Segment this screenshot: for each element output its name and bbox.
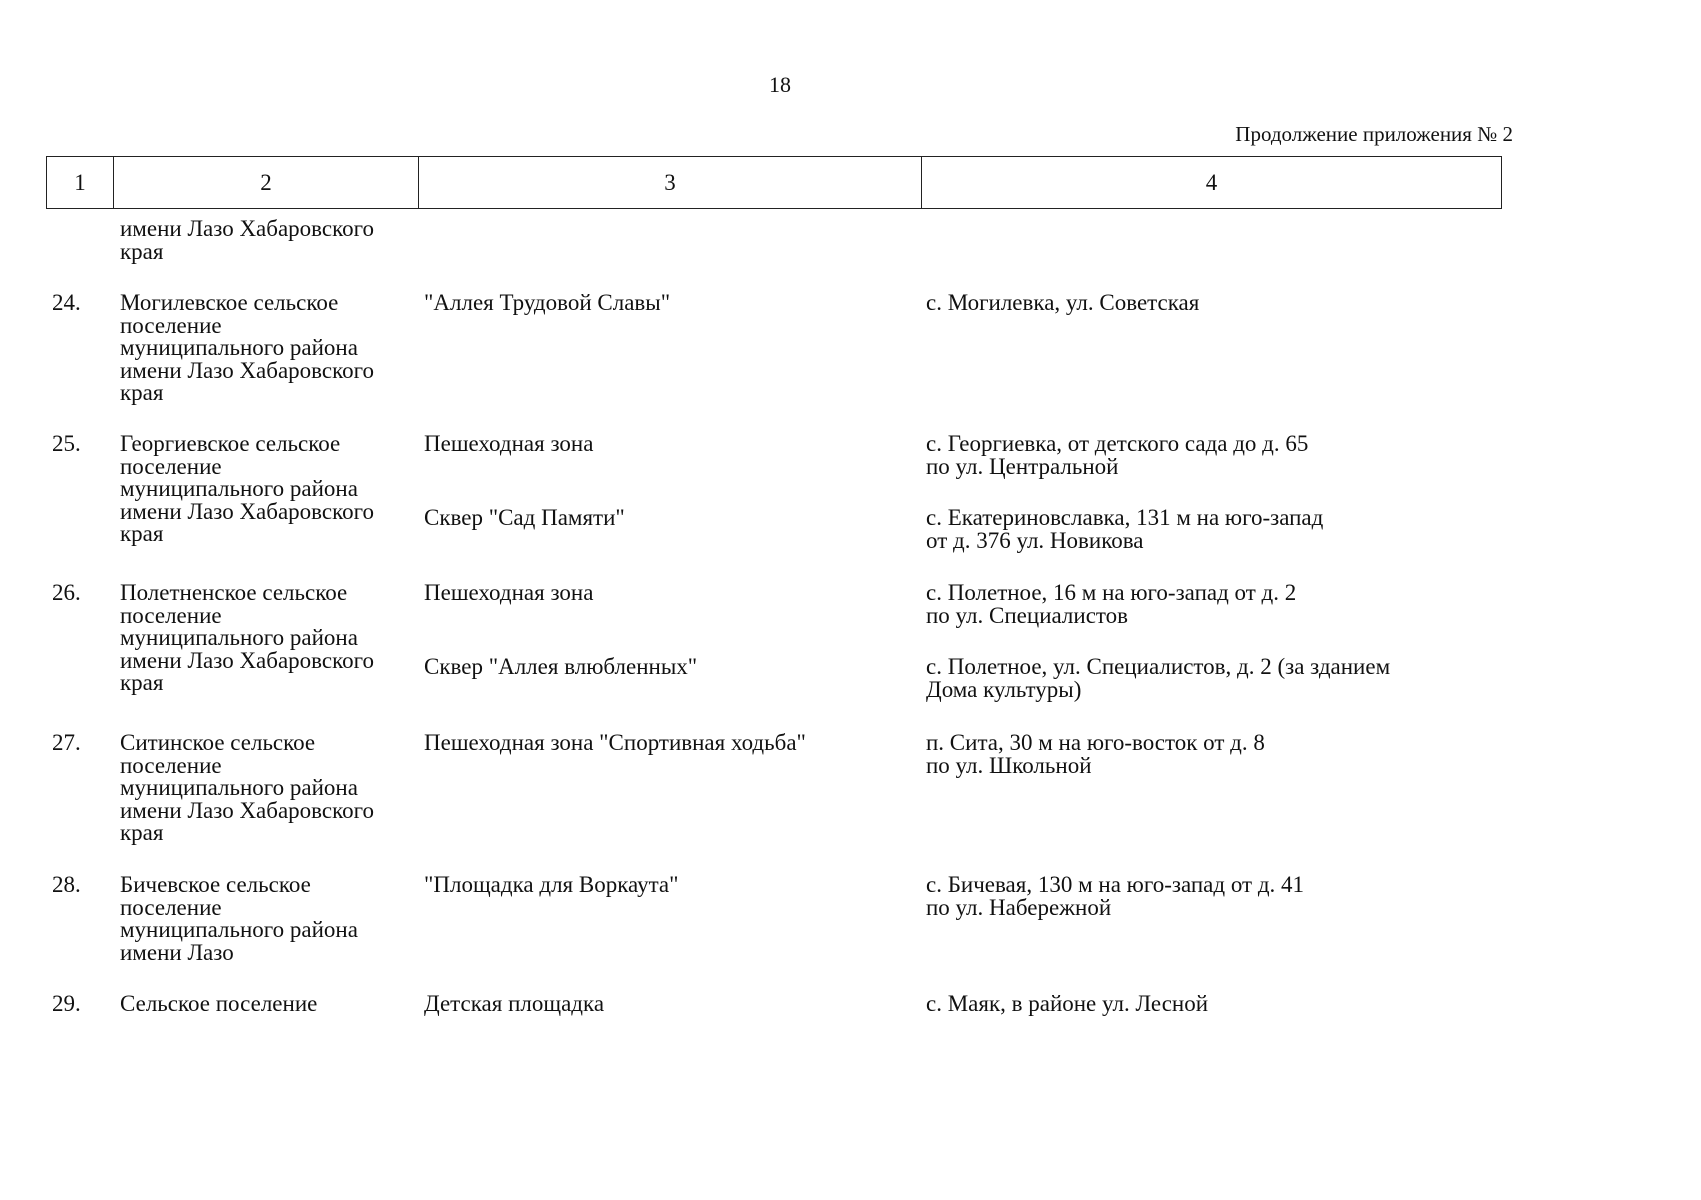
location-cell: с. Георгиевка, от детского сада до д. 65 по ул. Центральной	[926, 431, 1309, 479]
object-cell: Детская площадка	[424, 991, 605, 1016]
object-cell: Пешеходная зона "Спортивная ходьба"	[424, 730, 806, 755]
location-cell: с. Полетное, ул. Специалистов, д. 2 (за зданием Дома культуры)	[926, 654, 1391, 702]
object-cell: "Площадка для Воркаута"	[424, 872, 679, 897]
location-cell: с. Маяк, в районе ул. Лесной	[926, 991, 1209, 1016]
location-cell: с. Бичевая, 130 м на юго-запад от д. 41 по ул. Набережной	[926, 872, 1305, 920]
row-number: 24.	[52, 290, 81, 315]
row-number: 25.	[52, 431, 81, 456]
location-cell: п. Сита, 30 м на юго-восток от д. 8 по ул. Школьной	[926, 730, 1265, 778]
location-cell: с. Екатериновславка, 131 м на юго-запад от д. 376 ул. Новикова	[926, 505, 1324, 553]
header-col-3: 3	[418, 157, 921, 208]
row-number: 27.	[52, 730, 81, 755]
object-cell: Сквер "Аллея влюбленных"	[424, 654, 698, 679]
row-number: 26.	[52, 580, 81, 605]
header-col-4: 4	[921, 157, 1501, 208]
row-number: 29.	[52, 991, 81, 1016]
subject-cell: Могилевское сельское поселение муниципального района имени Лазо Хабаровского края	[120, 290, 374, 405]
subject-cell: Георгиевское сельское поселение муниципального района имени Лазо Хабаровского края	[120, 431, 374, 546]
header-col-1: 1	[74, 169, 86, 195]
subject-cell: Ситинское сельское поселение муниципального района имени Лазо Хабаровского края	[120, 730, 374, 845]
continuation-note: Продолжение приложения № 2	[1235, 122, 1513, 146]
object-cell: Пешеходная зона	[424, 431, 594, 456]
row-number: 28.	[52, 872, 81, 897]
subject-cell: Сельское поселение	[120, 991, 318, 1016]
location-cell: с. Могилевка, ул. Советская	[926, 290, 1200, 315]
header-col-2: 2	[113, 157, 418, 208]
table-header	[46, 156, 1502, 209]
object-cell: Сквер "Сад Памяти"	[424, 505, 625, 530]
subject-cell: имени Лазо Хабаровского края	[120, 216, 374, 264]
subject-cell: Бичевское сельское поселение муниципального района имени Лазо	[120, 872, 358, 965]
page-number: 18	[769, 72, 791, 97]
object-cell: "Аллея Трудовой Славы"	[424, 290, 671, 315]
location-cell: с. Полетное, 16 м на юго-запад от д. 2 по ул. Специалистов	[926, 580, 1297, 628]
subject-cell: Полетненское сельское поселение муниципального района имени Лазо Хабаровского края	[120, 580, 374, 695]
object-cell: Пешеходная зона	[424, 580, 594, 605]
